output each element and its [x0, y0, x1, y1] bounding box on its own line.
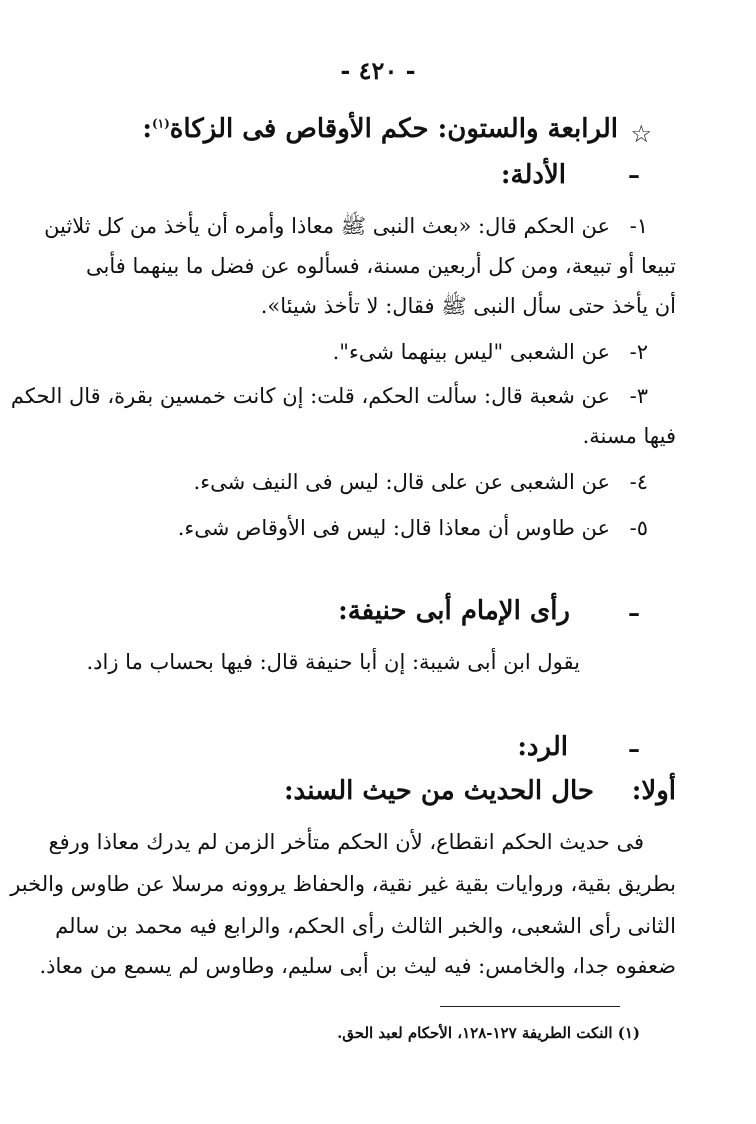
paragraph-line: ضعفوه جدا، والخامس: فيه ليث بن أبى سليم، وطاوس لم يسمع من معاذ.: [39, 954, 676, 978]
footnote-divider: [440, 1006, 620, 1007]
paragraph-line: الثانى رأى الشعبى، والخبر الثالث رأى الحكم، والرابع فيه محمد بن سالم: [55, 914, 676, 938]
opinion-text: يقول ابن أبى شيبة: إن أبا حنيفة قال: فيها بحساب ما زاد.: [86, 650, 580, 674]
item-line: عن الحكم قال: «بعث النبى ﷺ معاذا وأمره أن يأخذ من كل ثلاثين: [44, 214, 610, 238]
paragraph-line: فى حديث الحكم انقطاع، لأن الحكم متأخر الزمن لم يدرك معاذا ورفع: [48, 830, 644, 854]
item-line: أن يأخذ حتى سأل النبى ﷺ فقال: لا تأخذ شيئا».: [260, 294, 676, 318]
footnote: (١) النكت الطريفة ١٢٧-١٢٨، الأحكام لعبد الحق.: [337, 1024, 640, 1042]
item-line: عن الشعبى "ليس بينهما شىء".: [332, 340, 610, 364]
item-number: ٣-: [629, 384, 648, 408]
section-title-text: الرابعة والستون: حكم الأوقاص فى الزكاة: [169, 114, 618, 144]
star-icon: ☆: [630, 120, 652, 148]
opinion-dash: –: [628, 598, 640, 627]
footnote-marker: (١): [151, 116, 170, 131]
first-label: أولا:: [631, 776, 676, 806]
item-line: عن شعبة قال: سألت الحكم، قلت: إن كانت خمسين بقرة، قال الحكم: [10, 384, 610, 408]
item-number: ٤-: [629, 470, 648, 494]
item-line: عن طاوس أن معاذا قال: ليس فى الأوقاص شىء.: [177, 516, 610, 540]
paragraph-line: بطريق بقية، وروايات بقية غير نقية، والحفاظ يروونه مرسلا عن طاوس والخبر: [10, 872, 676, 896]
reply-heading: الرد:: [517, 732, 568, 762]
page-number: - ٤٢٠ -: [340, 56, 416, 85]
item-line: فيها مسنة.: [582, 424, 676, 448]
first-heading: حال الحديث من حيث السند:: [283, 776, 594, 806]
section-title-colon: :: [142, 114, 152, 144]
item-number: ١-: [629, 214, 648, 238]
evidence-heading: الأدلة:: [500, 160, 566, 190]
reply-dash: –: [628, 734, 640, 763]
section-title: [142, 114, 618, 144]
evidence-dash: –: [628, 160, 640, 189]
item-number: ٥-: [629, 516, 648, 540]
item-number: ٢-: [629, 340, 648, 364]
item-line: عن الشعبى عن على قال: ليس فى النيف شىء.: [193, 470, 610, 494]
opinion-heading: رأى الإمام أبى حنيفة:: [338, 596, 570, 626]
item-line: تبيعا أو تبيعة، ومن كل أربعين مسنة، فسألوه عن فضل ما بينهما فأبى: [86, 254, 676, 278]
